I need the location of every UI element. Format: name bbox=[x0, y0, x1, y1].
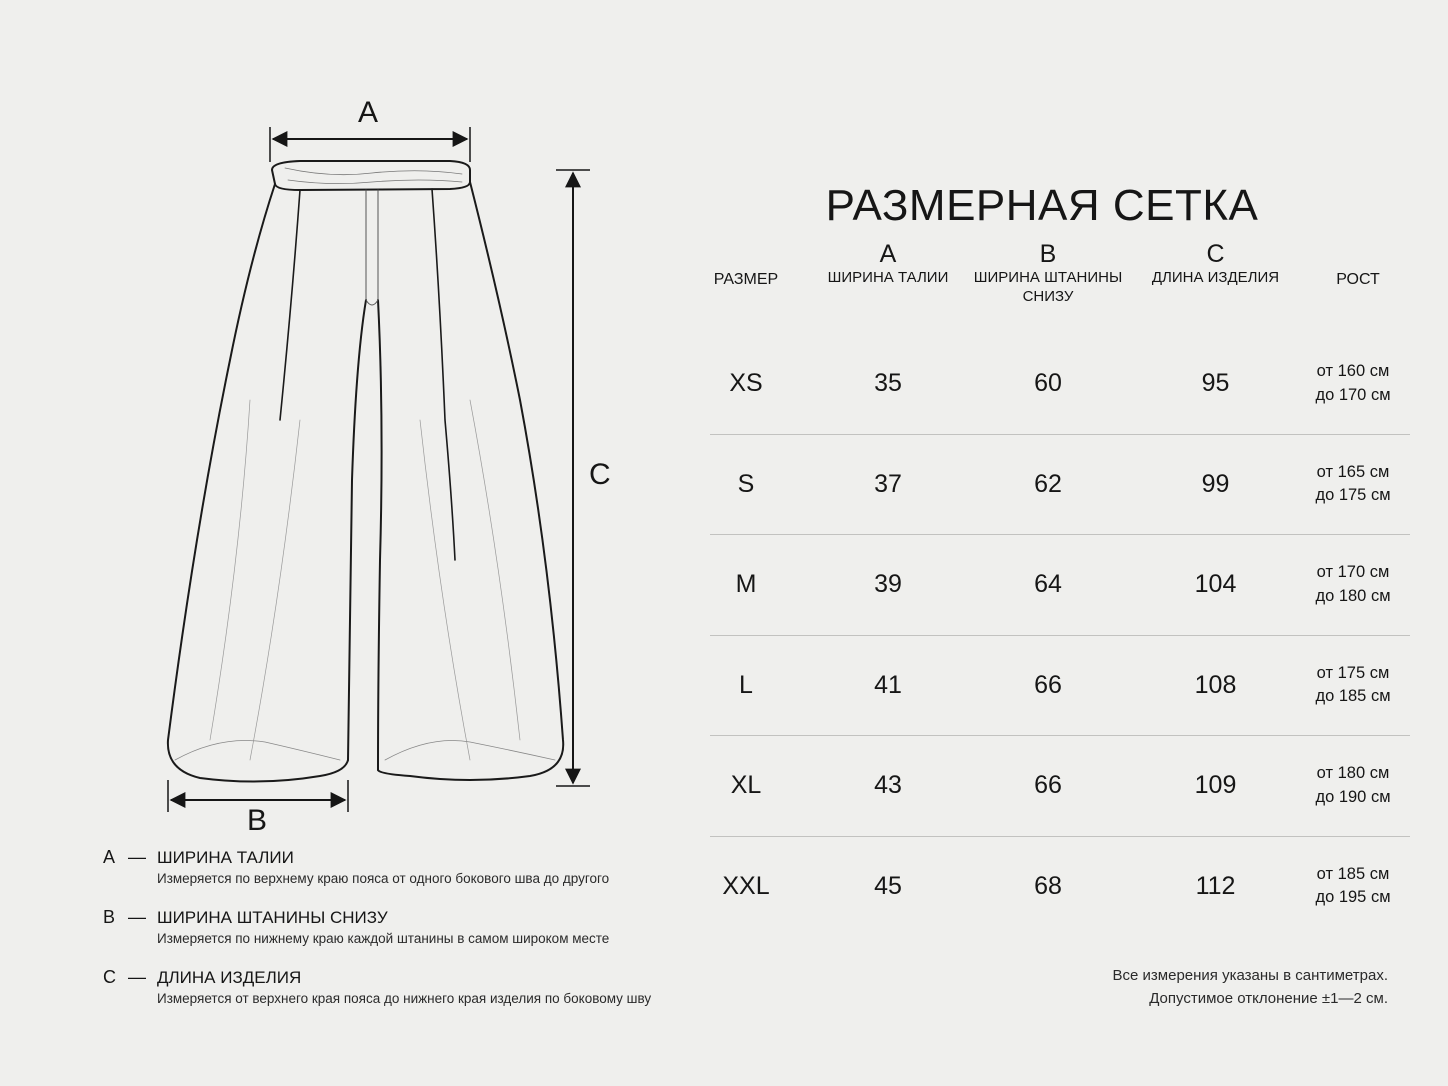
dimension-b-label: B bbox=[247, 804, 268, 837]
cell-b: 62 bbox=[1034, 469, 1062, 498]
legend-dash: — bbox=[128, 847, 146, 867]
size-table bbox=[710, 240, 1410, 936]
legend-description: Измеряется по нижнему краю каждой штанины в самом широком месте bbox=[157, 931, 610, 946]
table-row bbox=[710, 736, 1410, 837]
cell-b: 66 bbox=[1034, 670, 1062, 699]
cell-c: 112 bbox=[1195, 871, 1236, 900]
cell-b: 68 bbox=[1034, 871, 1062, 900]
cell-a: 41 bbox=[874, 670, 902, 699]
cell-c: 95 bbox=[1201, 369, 1230, 397]
legend-letter: B bbox=[103, 907, 116, 927]
note-line-tolerance: Допустимое отклонение ±1—2 см. bbox=[1149, 990, 1388, 1007]
cell-height: от 180 см до 190 см bbox=[1315, 764, 1391, 806]
legend-letter: A bbox=[103, 847, 116, 867]
legend-description: Измеряется по верхнему краю пояса от одного бокового шва до другого bbox=[157, 871, 610, 886]
cell-a: 45 bbox=[874, 871, 902, 900]
legend-title: ДЛИНА ИЗДЕЛИЯ bbox=[157, 968, 302, 987]
cell-c: 108 bbox=[1194, 670, 1237, 699]
legend-item bbox=[103, 967, 703, 1027]
cell-a: 37 bbox=[874, 469, 902, 498]
trousers-illustration bbox=[0, 0, 700, 840]
legend-item bbox=[103, 907, 703, 967]
cell-height: от 185 см до 195 см bbox=[1315, 864, 1391, 906]
trousers-drawing bbox=[168, 161, 563, 782]
legend-item bbox=[103, 847, 703, 907]
legend-description: Измеряется от верхнего края пояса до нижнего края изделия по боковому шву bbox=[157, 991, 652, 1006]
page-title: РАЗМЕРНАЯ СЕТКА bbox=[825, 181, 1259, 231]
cell-size: L bbox=[739, 670, 753, 699]
table-header bbox=[710, 240, 1410, 320]
legend-dash: — bbox=[128, 967, 146, 987]
legend-title: ШИРИНА ШТАНИНЫ СНИЗУ bbox=[157, 908, 388, 927]
cell-height: от 165 см до 175 см bbox=[1315, 462, 1391, 504]
table-row bbox=[710, 535, 1410, 636]
cell-a: 43 bbox=[874, 771, 902, 799]
legend-letter: C bbox=[103, 967, 116, 987]
note-line-units: Все измерения указаны в сантиметрах. bbox=[1112, 967, 1388, 984]
legend-dash: — bbox=[128, 907, 146, 927]
dimension-a-arrow bbox=[270, 127, 470, 162]
cell-height: от 160 см до 170 см bbox=[1315, 362, 1391, 404]
header-height: РОСТ bbox=[1336, 271, 1380, 288]
header-c: C ДЛИНА ИЗДЕЛИЯ bbox=[1151, 240, 1280, 286]
cell-c: 109 bbox=[1194, 771, 1237, 799]
table-row bbox=[710, 435, 1410, 536]
table-row bbox=[710, 636, 1410, 737]
cell-size: XS bbox=[729, 369, 763, 397]
cell-c: 104 bbox=[1194, 570, 1237, 598]
cell-size: M bbox=[735, 570, 757, 598]
header-size: РАЗМЕР bbox=[713, 271, 779, 288]
dimension-c-arrow bbox=[556, 170, 590, 786]
cell-size: S bbox=[737, 469, 755, 498]
header-a: A ШИРИНА ТАЛИИ bbox=[827, 240, 949, 286]
cell-b: 60 bbox=[1034, 369, 1062, 397]
cell-a: 35 bbox=[874, 369, 902, 397]
table-row bbox=[710, 837, 1410, 937]
measurement-legend bbox=[103, 847, 703, 1027]
cell-size: XXL bbox=[722, 871, 770, 900]
table-row bbox=[710, 334, 1410, 435]
header-b: B ШИРИНА ШТАНИНЫ СНИЗУ bbox=[973, 240, 1123, 305]
cell-b: 66 bbox=[1034, 771, 1062, 799]
cell-size: XL bbox=[730, 771, 762, 799]
cell-a: 39 bbox=[874, 570, 902, 598]
cell-height: от 170 см до 180 см bbox=[1315, 563, 1391, 605]
dimension-c-label: C bbox=[589, 458, 611, 491]
legend-title: ШИРИНА ТАЛИИ bbox=[157, 848, 294, 867]
measurement-note bbox=[1113, 964, 1388, 1010]
cell-b: 64 bbox=[1034, 570, 1062, 598]
cell-c: 99 bbox=[1201, 469, 1230, 498]
dimension-a-label: A bbox=[358, 96, 379, 129]
cell-height: от 175 см до 185 см bbox=[1315, 663, 1391, 705]
